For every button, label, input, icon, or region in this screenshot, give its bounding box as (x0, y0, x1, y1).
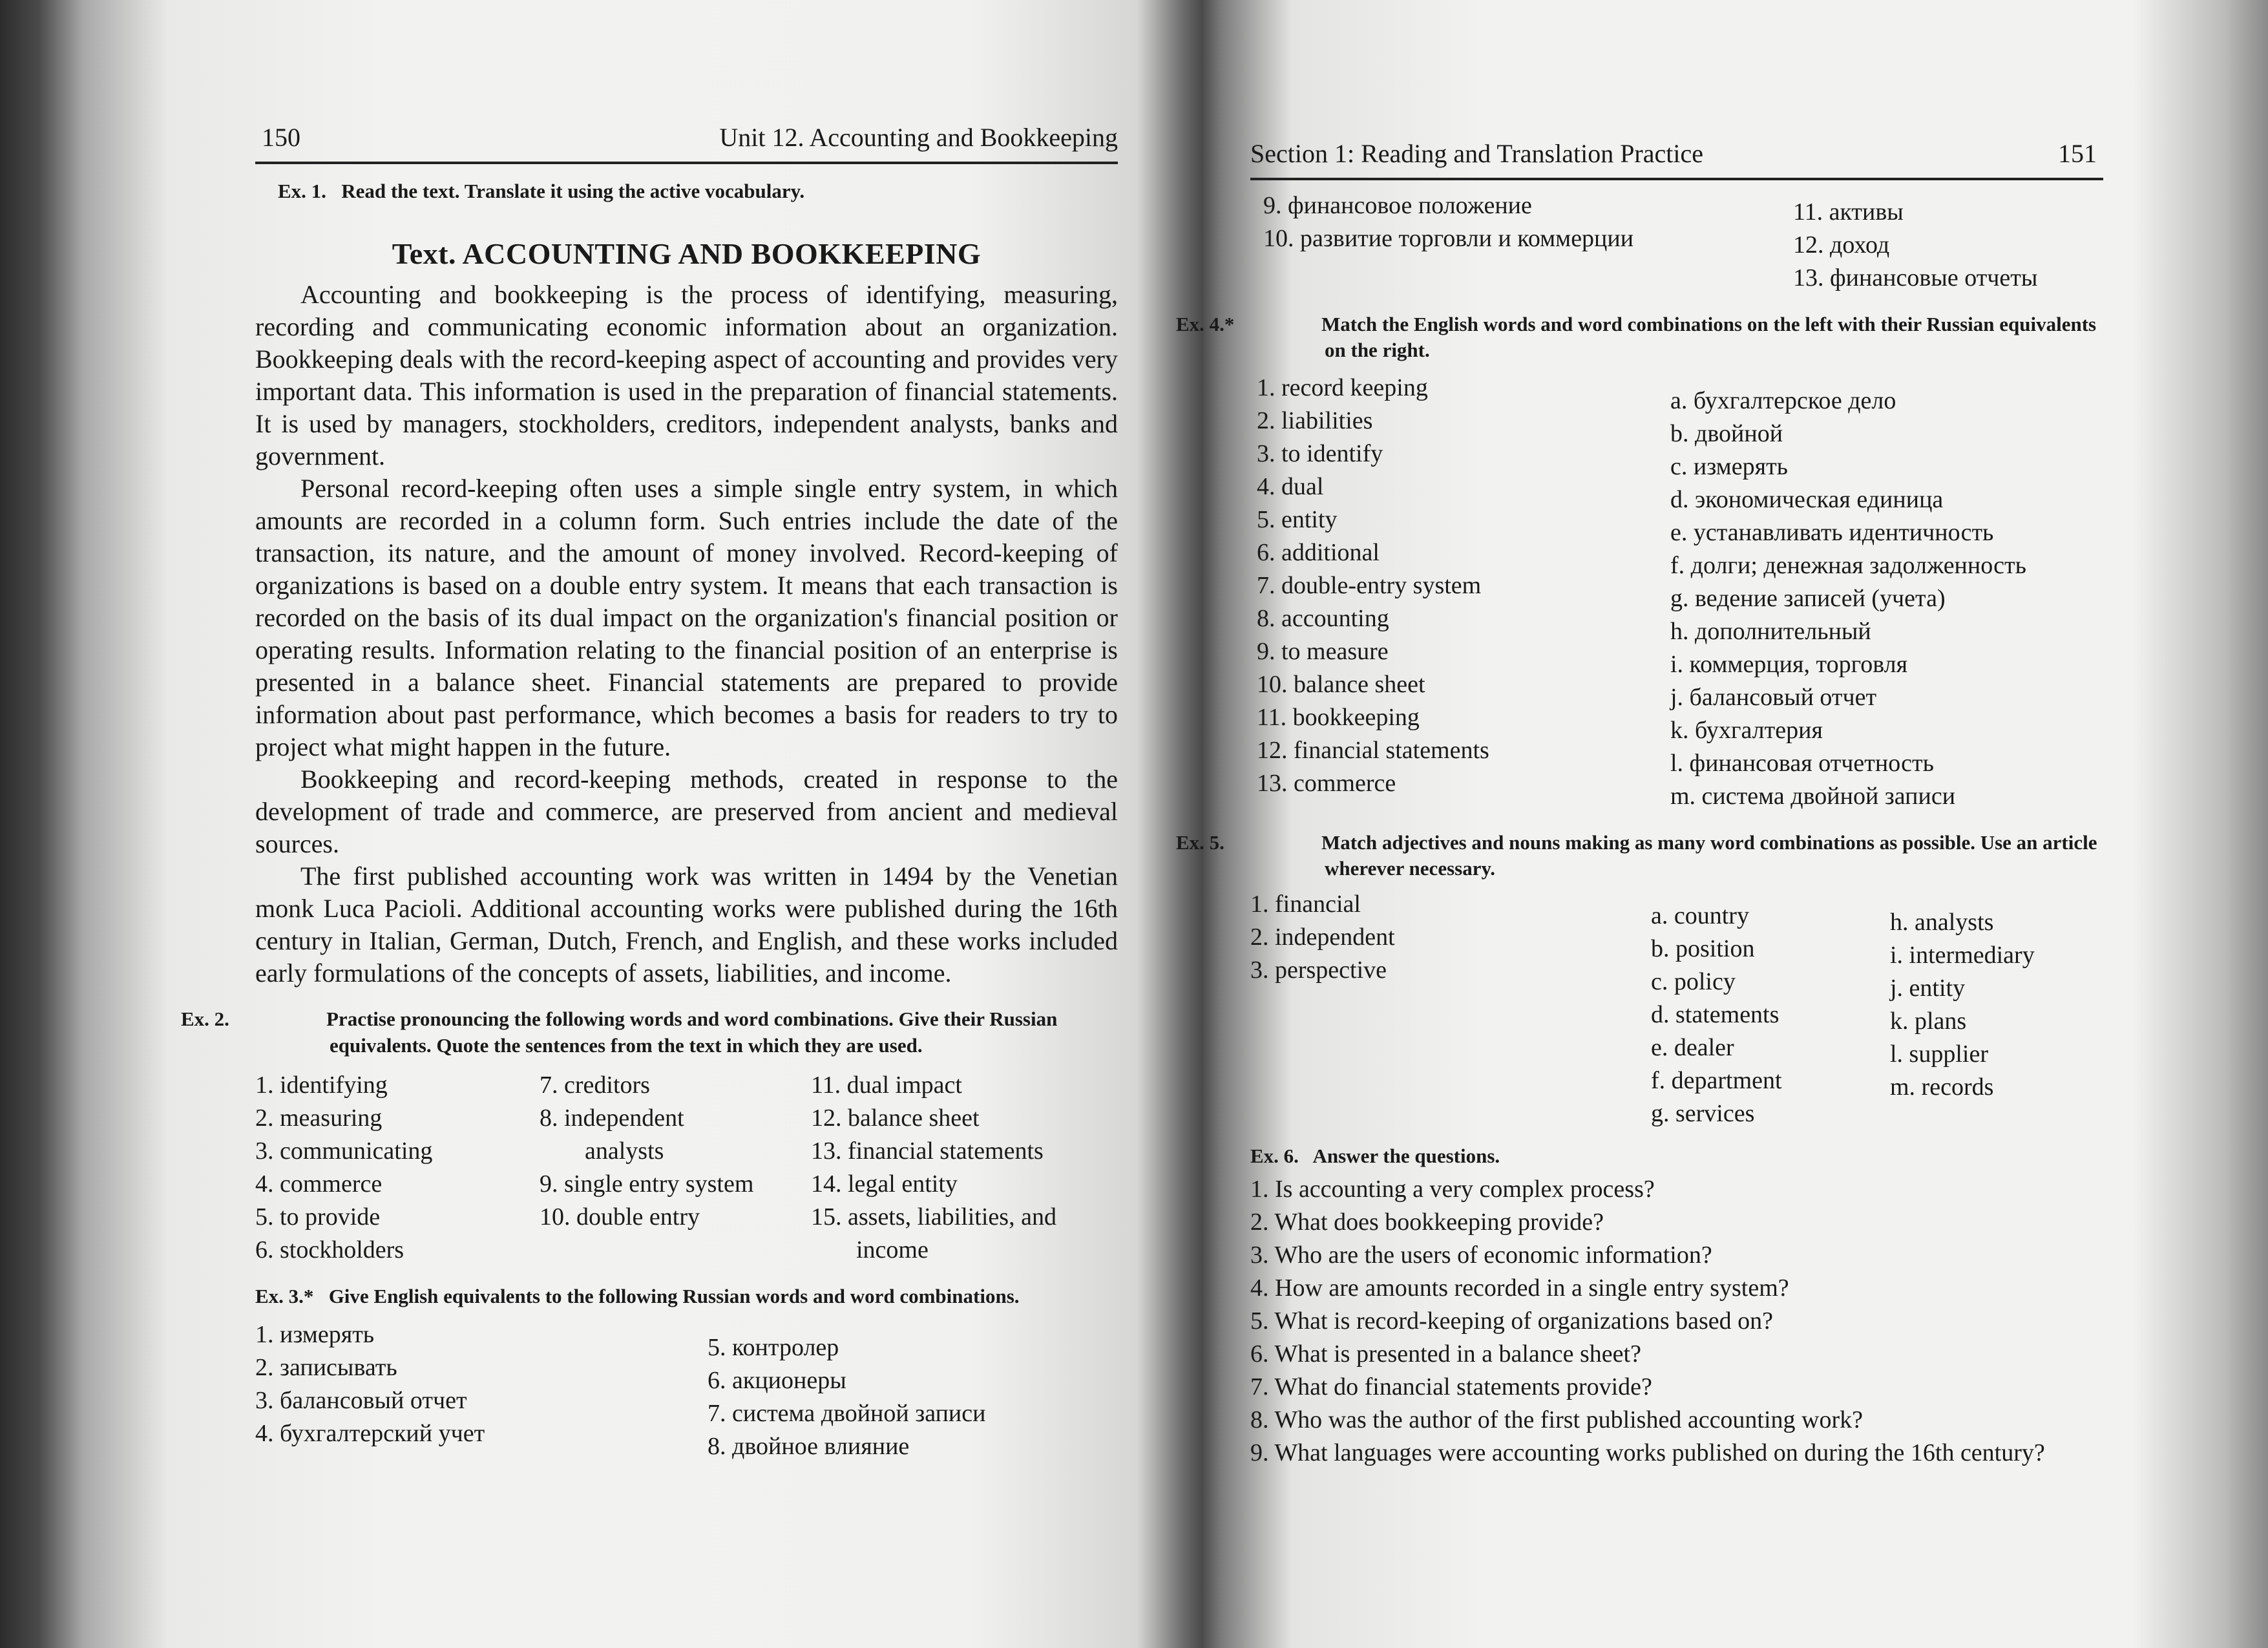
list-item: 4. dual (1257, 472, 1324, 500)
ex2-col-3 (811, 1069, 1115, 1267)
ex5 (1176, 830, 2103, 1131)
ex5-adjectives-col (1250, 888, 1651, 1130)
ex2-label: Ex. 2. (181, 1008, 229, 1031)
ex4-russian-col (1670, 372, 2103, 813)
left-running-head: Unit 12. Accounting and Bookkeeping (719, 123, 1118, 152)
list-item: i. intermediary (1890, 942, 2035, 969)
list-item: 1. identifying (255, 1071, 388, 1099)
list-item: 5. What is record-keeping of organizations based on? (1250, 1307, 1774, 1335)
ex3-columns (255, 1318, 1118, 1463)
list-item: 3. балансовый отчет (255, 1387, 467, 1415)
ex2-col-2 (540, 1069, 811, 1267)
list-item: 13. commerce (1257, 769, 1396, 797)
list-item: 7. What do financial statements provide? (1250, 1373, 1652, 1401)
right-running-head: Section 1: Reading and Translation Practice (1250, 139, 1703, 168)
ex3-continued (1250, 189, 2103, 295)
list-item: 3. to identify (1257, 439, 1383, 467)
ex2-col-1 (255, 1069, 540, 1267)
right-page (1176, 103, 2103, 1470)
list-item: m. система двойной записи (1670, 782, 1956, 810)
ex1-instruction: Read the text. Translate it using the active vocabulary. (341, 180, 805, 202)
list-item: 1. record keeping (1257, 374, 1428, 401)
list-item: 12. доход (1793, 231, 1890, 259)
ex6-heading (1250, 1143, 2103, 1169)
list-item: 2. записывать (255, 1354, 397, 1382)
list-item: 10. balance sheet (1257, 670, 1425, 698)
list-item: 3. Who are the users of economic information? (1250, 1241, 1712, 1269)
list-item: d. statements (1651, 1001, 1780, 1029)
reading-text (255, 279, 1118, 989)
ex3-cont-col-1 (1263, 189, 1793, 295)
list-item: h. дополнительный (1670, 617, 1871, 645)
left-page-number: 150 (262, 123, 300, 152)
ex5-label: Ex. 5. (1176, 830, 1224, 854)
list-item: 4. How are amounts recorded in a single entry system? (1250, 1274, 1789, 1302)
ex3-instruction: Give English equivalents to the following Russian words and word combinations. (328, 1284, 1020, 1307)
list-item: a. country (1651, 902, 1749, 930)
list-item: 9. to measure (1257, 637, 1389, 665)
list-item: 1. измерять (255, 1321, 375, 1349)
list-item: m. records (1890, 1073, 1994, 1101)
list-item: 7. creditors (540, 1071, 650, 1099)
list-item: 11. dual impact (811, 1071, 962, 1099)
ex2-instruction: Practise pronouncing the following words and word combinations. Give their Russian equivalents. Quote the sentences from the text in which they are used. (326, 1008, 1058, 1057)
list-item: 8. independent analysts (540, 1104, 684, 1165)
ex2-columns (255, 1069, 1118, 1267)
list-item: 6. additional (1257, 538, 1380, 566)
list-item: g. ведение записей (учета) (1670, 584, 1946, 612)
ex2-heading (181, 1006, 1118, 1059)
list-item: d. экономическая единица (1670, 485, 1944, 513)
list-item: 12. balance sheet (811, 1104, 980, 1132)
ex4-columns (1250, 372, 2103, 813)
ex4 (1176, 312, 2103, 813)
list-item: 13. financial statements (811, 1137, 1044, 1165)
list-item: h. analysts (1890, 909, 1994, 936)
list-item: 5. контролер (708, 1334, 839, 1362)
list-item: i. коммерция, торговля (1670, 650, 1908, 678)
ex6 (1250, 1143, 2103, 1470)
list-item: 2. measuring (255, 1104, 383, 1132)
list-item: j. entity (1890, 975, 1966, 1002)
ex6-questions (1250, 1173, 2103, 1470)
list-item: l. финансовая отчетность (1670, 749, 1934, 777)
list-item: 13. финансовые отчеты (1793, 264, 2038, 291)
ex5-nouns-col-1 (1651, 888, 1890, 1130)
ex3-label: Ex. 3.* (255, 1284, 314, 1307)
ex3-cont-col-2 (1793, 189, 2103, 295)
list-item: 9. финансовое положение (1263, 192, 1532, 219)
list-item: c. policy (1651, 968, 1736, 996)
list-item: j. балансовый отчет (1670, 683, 1877, 711)
list-item: k. бухгалтерия (1670, 716, 1823, 744)
list-item: 14. legal entity (811, 1170, 958, 1198)
ex4-label: Ex. 4.* (1176, 313, 1235, 335)
ex5-instruction: Match adjectives and nouns making as many word combinations as possible. Use an article wherever necessary. (1321, 830, 2097, 880)
ex4-heading (1176, 312, 2103, 364)
left-page (181, 84, 1118, 1463)
list-item: 7. double-entry system (1257, 571, 1482, 599)
paragraph-4: The first published accounting work was written in 1494 by the Venetian monk Luca Pacioli. Additional accounting works were published during the 16th century in Italian, German, Dutch, French, and English, and these works included early formulations of the concepts of assets, liabilities, and income. (255, 861, 1118, 988)
ex5-heading (1176, 830, 2103, 882)
list-item: 6. акционеры (708, 1367, 846, 1395)
left-running-header (255, 84, 1118, 164)
list-item: c. измерять (1670, 452, 1789, 480)
list-item: 4. бухгалтерский учет (255, 1420, 485, 1448)
right-running-header (1250, 103, 2103, 180)
ex3-col-2 (708, 1318, 1108, 1463)
right-page-number: 151 (2058, 139, 2097, 168)
list-item: 5. to provide (255, 1203, 381, 1231)
list-item: 8. accounting (1257, 604, 1389, 632)
list-item: 2. liabilities (1257, 407, 1373, 434)
list-item: 1. financial (1250, 891, 1361, 918)
list-item: e. устанавливать идентичность (1670, 518, 1994, 546)
list-item: 9. single entry system (540, 1170, 754, 1198)
paragraph-1: Accounting and bookkeeping is the process of identifying, measuring, recording and communicating economic information about an organization. Bookkeeping deals with the record-keeping aspect of accounting and provides very important data. This information is used in the preparation of financial statements. It is used by managers, stockholders, creditors, independent analysts, banks and government. (255, 280, 1118, 471)
ex2 (181, 1006, 1118, 1267)
list-item: 11. bookkeeping (1257, 703, 1420, 731)
list-item: 6. What is presented in a balance sheet? (1250, 1340, 1641, 1368)
list-item: 10. развитие торговли и коммерции (1263, 225, 1634, 252)
list-item: 9. What languages were accounting works published on during the 16th century? (1250, 1439, 2045, 1467)
list-item: b. двойной (1670, 419, 1783, 447)
list-item: 8. двойное влияние (708, 1433, 910, 1461)
list-item: 4. commerce (255, 1170, 383, 1198)
ex5-nouns-col-2 (1890, 888, 2103, 1130)
list-item: 15. assets, liabilities, and income (811, 1203, 1056, 1263)
list-item: 7. система двойной записи (708, 1400, 986, 1428)
list-item: l. supplier (1890, 1041, 1988, 1068)
ex3-col-1 (255, 1318, 708, 1463)
list-item: 6. stockholders (255, 1236, 404, 1263)
ex6-instruction: Answer the questions. (1312, 1145, 1500, 1168)
ex4-instruction: Match the English words and word combinations on the left with their Russian equivalents on the right. (1321, 313, 2097, 362)
ex1-label: Ex. 1. (278, 180, 326, 202)
list-item: 2. What does bookkeeping provide? (1250, 1209, 1604, 1236)
text-title: Text. ACCOUNTING AND BOOKKEEPING (392, 237, 982, 271)
list-item: e. dealer (1651, 1034, 1734, 1062)
paragraph-2: Personal record-keeping often uses a simple single entry system, in which amounts are recorded in a column form. Such entries include the date of the transaction, its nature, and the amount of money involved. Record-keeping of organizations is based on a double entry system. It means that each transaction is recorded on the basis of its dual impact on the organization's financial position or operating results. Information relating to the financial position of an enterprise is presented in a balance sheet. Financial statements are prepared to provide information about past performance, which becomes a basis for readers to try to project what might happen in the future. (255, 474, 1118, 762)
list-item: 8. Who was the author of the first published accounting work? (1250, 1406, 1864, 1434)
ex4-english-col (1257, 372, 1670, 813)
list-item: 3. perspective (1250, 956, 1387, 984)
list-item: a. бухгалтерское дело (1670, 386, 1896, 414)
ex5-columns (1250, 888, 2103, 1130)
ex3 (255, 1284, 1118, 1463)
paragraph-3: Bookkeeping and record-keeping methods, created in response to the development of trade and commerce, are preserved from ancient and medieval sources. (255, 765, 1118, 859)
list-item: f. department (1651, 1067, 1782, 1095)
ex6-label: Ex. 6. (1250, 1145, 1299, 1168)
list-item: g. services (1651, 1100, 1755, 1128)
list-item: 5. entity (1257, 505, 1338, 533)
list-item: f. долги; денежная задолженность (1670, 551, 2026, 579)
list-item: 3. communicating (255, 1137, 433, 1165)
ex3-heading (255, 1284, 1118, 1309)
list-item: b. position (1651, 935, 1755, 963)
list-item: k. plans (1890, 1008, 1967, 1035)
list-item: 1. Is accounting a very complex process? (1250, 1176, 1655, 1203)
list-item: 10. double entry (540, 1203, 700, 1231)
ex1-heading (255, 178, 1118, 204)
list-item: 12. financial statements (1257, 736, 1489, 764)
list-item: 2. independent (1250, 924, 1395, 951)
list-item: 11. активы (1793, 198, 1904, 226)
